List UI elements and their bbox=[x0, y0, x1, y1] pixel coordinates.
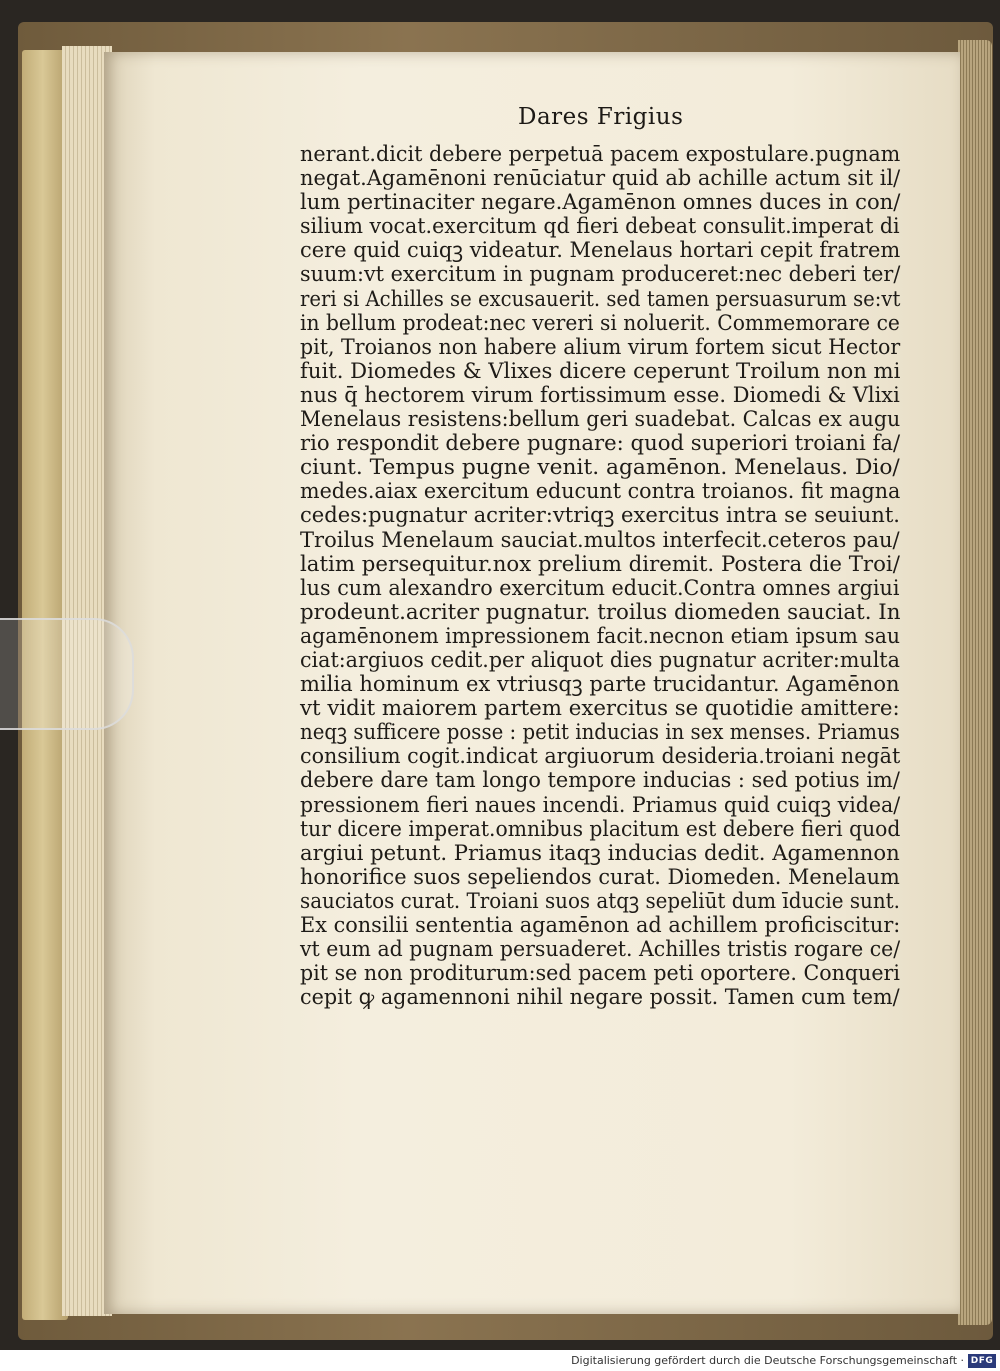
running-head: Dares Frigius bbox=[518, 104, 684, 130]
text-line: vt eum ad pugnam persuaderet. Achilles tristis rogare ce/ bbox=[300, 937, 901, 962]
text-line: vt vidit maiorem partem exercitus se quotidie amittere: bbox=[300, 696, 900, 721]
text-line: pressionem fieri naues incendi. Priamus quid cuiqꝫ videa/ bbox=[300, 792, 901, 817]
text-line: suum:vt exercitum in pugnam produceret:nec deberi ter/ bbox=[300, 262, 901, 287]
text-line: prodeunt.acriter pugnatur. troilus diomeden sauciat. In bbox=[300, 599, 901, 624]
text-line: pit, Troianos non habere alium virum fortem sicut Hector bbox=[300, 334, 901, 359]
text-line: rio respondit debere pugnare: quod superiori troiani fa/ bbox=[300, 431, 901, 456]
text-line: in bellum prodeat:nec vereri si noluerit. Commemorare ce bbox=[300, 310, 900, 335]
text-line: medes.aiax exercitum educunt contra troianos. fit magna bbox=[300, 479, 901, 504]
text-line: latim persequitur.nox prelium diremit. Postera die Troi/ bbox=[300, 551, 900, 576]
text-line: nus q̄ hectorem virum fortissimum esse. Diomedi & Vlixi bbox=[300, 382, 900, 407]
page-holder-clip bbox=[0, 618, 134, 730]
book-fore-edge bbox=[958, 40, 992, 1325]
text-line: Troilus Menelaum sauciat.multos interfecit.ceteros pau/ bbox=[300, 527, 900, 552]
text-line: consilium cogit.indicat argiuorum desideria.troiani negāt bbox=[300, 744, 901, 769]
footer-bar bbox=[0, 1352, 1000, 1371]
text-line: nerant.dicit debere perpetuā pacem expostulare.pugnam bbox=[300, 142, 901, 166]
funding-notice: Digitalisierung gefördert durch die Deutsche Forschungsgemeinschaft · bbox=[571, 1354, 964, 1367]
text-line: milia hominum ex vtriusqꝫ parte trucidantur. Agamēnon bbox=[300, 672, 900, 697]
text-line: argiui petunt. Priamus itaqꝫ inducias dedit. Agamennon bbox=[300, 840, 900, 865]
text-line: ciat:argiuos cedit.per aliquot dies pugnatur acriter:multa bbox=[300, 647, 900, 672]
text-line: fuit. Diomedes & Vlixes dicere ceperunt Troilum non mi bbox=[300, 358, 901, 383]
text-line: lum pertinaciter negare.Agamēnon omnes duces in con/ bbox=[300, 190, 901, 215]
text-line: Menelaus resistens:bellum geri suadebat. Calcas ex augu bbox=[300, 407, 901, 432]
text-line: ciunt. Tempus pugne venit. agamēnon. Menelaus. Dio/ bbox=[300, 455, 900, 480]
text-line: negat.Agamēnoni renūciatur quid ab achille actum sit il/ bbox=[300, 166, 901, 191]
text-line: reri si Achilles se excusauerit. sed tamen persuasurum se:vt bbox=[300, 286, 901, 311]
text-line: cepit ꝙ agamennoni nihil negare possit. Tamen cum tem/ bbox=[300, 985, 900, 1010]
text-line: lus cum alexandro exercitum educit.Contra omnes argiui bbox=[300, 575, 900, 600]
text-line: pit se non proditurum:sed pacem peti oportere. Conqueri bbox=[300, 961, 900, 986]
text-line: honorifice suos sepeliendos curat. Diomeden. Menelaum bbox=[300, 864, 900, 889]
text-line: debere dare tam longo tempore inducias : sed potius im/ bbox=[300, 768, 900, 793]
text-line: sauciatos curat. Troiani suos atqꝫ sepeliūt dum īducie sunt. bbox=[300, 888, 900, 913]
text-line: neqꝫ sufficere posse : petit inducias in sex menses. Priamus bbox=[300, 720, 900, 745]
text-line: silium vocat.exercitum qd fieri debeat consulit.imperat di bbox=[300, 214, 900, 239]
text-line: Ex consilii sententia agamēnon ad achillem proficiscitur: bbox=[300, 913, 901, 937]
dfg-logo: DFG bbox=[968, 1354, 996, 1368]
text-line: cedes:pugnatur acriter:vtriqꝫ exercitus intra se seuiunt. bbox=[300, 503, 901, 528]
body-text bbox=[300, 142, 900, 1009]
text-line: tur dicere imperat.omnibus placitum est debere fieri quod bbox=[300, 816, 901, 841]
text-line: agamēnonem impressionem facit.necnon etiam ipsum sau bbox=[300, 623, 901, 648]
text-line: cere quid cuiqꝫ videatur. Menelaus hortari cepit fratrem bbox=[300, 238, 901, 263]
